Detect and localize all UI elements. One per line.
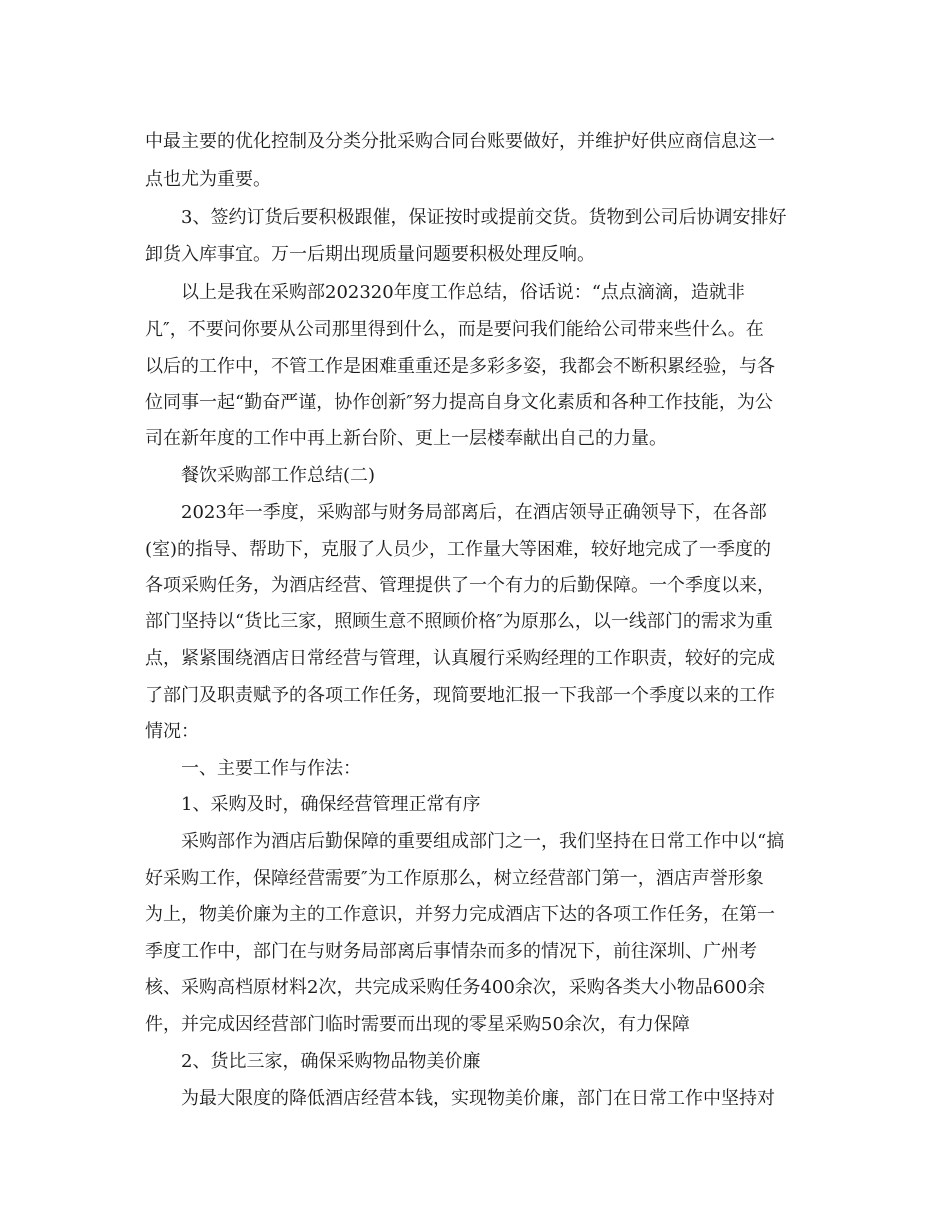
text-line: (室)的指导、帮助下，克服了人员少，工作量大等困难，较好地完成了一季度的 xyxy=(145,539,772,560)
section-heading: 餐饮采购部工作总结(二) xyxy=(181,465,376,486)
text-line: 核、采购高档原材料2次，共完成采购任务400余次，采购各类大小物品600余 xyxy=(145,977,766,998)
text-line: 卸货入库事宜。万一后期出现质量问题要积极处理反响。 xyxy=(145,244,595,265)
subsection-heading: 2、货比三家，确保采购物品物美价廉 xyxy=(181,1051,481,1072)
subsection-heading: 一、主要工作与作法： xyxy=(181,758,361,779)
text-line: 凡″，不要问你要从公司那里得到什么，而是要问我们能给公司带来些什么。在 xyxy=(145,319,764,340)
text-line: 各项采购任务，为酒店经营、管理提供了一个有力的后勤保障。一个季度以来， xyxy=(145,575,775,596)
text-line: 了部门及职责赋予的各项工作任务，现简要地汇报一下我部一个季度以来的工作 xyxy=(145,685,775,706)
text-line: 以上是我在采购部202320年度工作总结，俗话说：“点点滴滴，造就非 xyxy=(181,282,745,303)
text-line: 采购部作为酒店后勤保障的重要组成部门之一，我们坚持在日常工作中以“搞 xyxy=(181,831,785,852)
text-line: 部门坚持以“货比三家，照顾生意不照顾价格″为原那么，以一线部门的需求为重 xyxy=(145,611,773,632)
text-line: 季度工作中，部门在与财务局部离后事情杂而多的情况下，前往深圳、广州考 xyxy=(145,941,757,962)
text-line: 件，并完成因经营部门临时需要而出现的零星采购50余次，有力保障 xyxy=(145,1014,690,1035)
text-line: 为上，物美价廉为主的工作意识，并努力完成酒店下达的各项工作任务，在第一 xyxy=(145,904,775,925)
text-line: 点也尤为重要。 xyxy=(145,169,271,190)
text-line: 为最大限度的降低酒店经营本钱，实现物美价廉，部门在日常工作中坚持对 xyxy=(181,1088,775,1109)
text-line: 点，紧紧围绕酒店日常经营与管理，认真履行采购经理的工作职责，较好的完成 xyxy=(145,648,775,669)
text-line: 好采购工作，保障经营需要″为工作原那么，树立经营部门第一，酒店声誉形象 xyxy=(145,868,764,889)
text-line: 司在新年度的工作中再上新台阶、更上一层楼奉献出自己的力量。 xyxy=(145,428,667,449)
text-line: 2023年一季度，采购部与财务局部离后，在酒店领导正确领导下，在各部 xyxy=(181,502,767,523)
subsection-heading: 1、采购及时，确保经营管理正常有序 xyxy=(181,794,481,815)
text-line: 以后的工作中，不管工作是困难重重还是多彩多姿，我都会不断积累经验，与各 xyxy=(145,356,775,377)
text-line: 中最主要的优化控制及分类分批采购合同台账要做好，并维护好供应商信息这一 xyxy=(145,131,775,152)
text-line: 位同事一起“勤奋严谨，协作创新″努力提高自身文化素质和各种工作技能，为公 xyxy=(145,392,773,413)
text-line: 情况： xyxy=(145,721,199,742)
text-line: 3、签约订货后要积极跟催，保证按时或提前交货。货物到公司后协调安排好 xyxy=(181,207,787,228)
